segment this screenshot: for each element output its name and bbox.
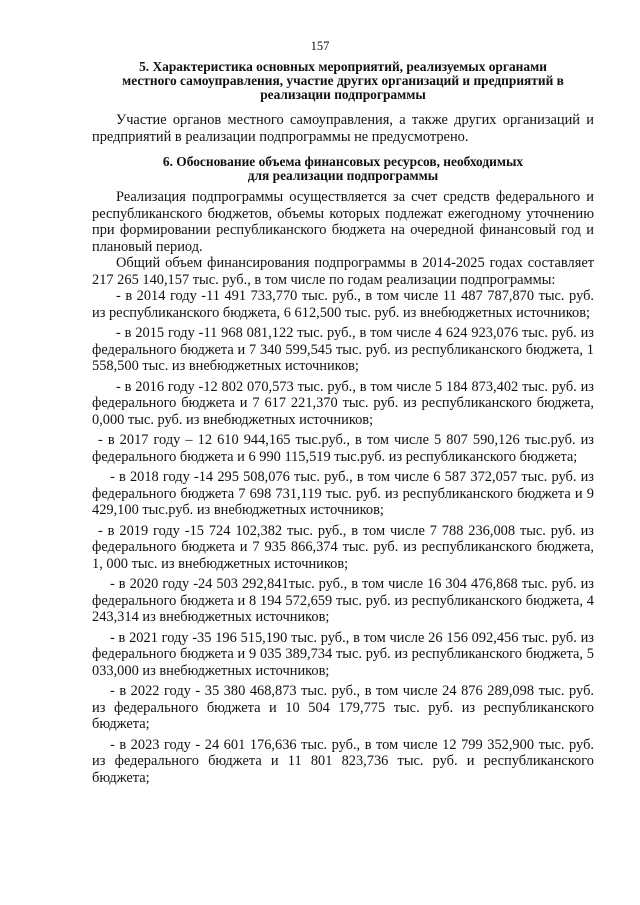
year-2021-item: - в 2021 году -35 196 515,190 тыс. руб., в том числе 26 156 092,456 тыс. руб. из федерального бюджета и 9 035 389,734 тыс. руб. из республиканского бюджета, 5 033,000 из внебюджетных источников; bbox=[92, 629, 594, 679]
year-2017-item: - в 2017 году – 12 610 944,165 тыс.руб., в том числе 5 807 590,126 тыс.руб. из федерального бюджета и 6 990 115,519 тыс.руб. из республиканского бюджета; bbox=[92, 432, 594, 465]
year-2015-item: - в 2015 году -11 968 081,122 тыс. руб., в том числе 4 624 923,076 тыс. руб. из федерального бюджета и 7 340 599,545 тыс. руб. из республиканского бюджета, 1 558,500 тыс. из внебюджетных источников; bbox=[92, 325, 594, 374]
year-2023-item: - в 2023 году - 24 601 176,636 тыс. руб., в том числе 12 799 352,900 тыс. руб. из федерального бюджета и 11 801 823,736 тыс. руб. и республиканского бюджета; bbox=[92, 736, 594, 786]
section-6-heading-line-1: 6. Обоснование объема финансовых ресурсов, необходимых bbox=[162, 154, 524, 169]
section-6-paragraph-1: Реализация подпрограммы осуществляется за счет средств федерального и республиканского бюджетов, объемы которых подлежат ежегодному уточнению при формировании республиканского бюджета на очередной финансовый год и плановый период. bbox=[92, 189, 594, 255]
section-5-paragraph: Участие органов местного самоуправления, а также других организаций и предприятий в реализации подпрограммы не предусмотрено. bbox=[92, 112, 594, 145]
section-5-heading-line-1: 5. Характеристика основных мероприятий, реализуемых органами bbox=[139, 59, 547, 74]
year-2014-item: - в 2014 году -11 491 733,770 тыс. руб., в том числе 11 487 787,870 тыс. руб. из республиканского бюджета, 6 612,500 тыс. руб. из внебюджетных источников; bbox=[92, 288, 594, 321]
page-number: 157 bbox=[310, 39, 330, 53]
year-2020-item: - в 2020 году -24 503 292,841тыс. руб., в том числе 16 304 476,868 тыс. руб. из федерального бюджета и 8 194 572,659 тыс. руб. из республиканского бюджета, 4 243,314 из внебюджетных источников; bbox=[92, 576, 594, 625]
year-2018-item: - в 2018 году -14 295 508,076 тыс. руб., в том числе 6 587 372,057 тыс. руб. из федерального бюджета 7 698 731,119 тыс. руб. из республиканского бюджета и 9 429,100 тыс.руб. из внебюджетных источников; bbox=[92, 469, 594, 518]
year-2019-item: - в 2019 году -15 724 102,382 тыс. руб., в том числе 7 788 236,008 тыс. руб. из федерального бюджета и 7 935 866,374 тыс. руб. из республиканского бюджета, 1, 000 тыс. из внебюджетных источников; bbox=[92, 522, 594, 572]
section-5-heading-line-3: реализации подпрограммы bbox=[260, 87, 426, 102]
section-6 bbox=[92, 155, 594, 786]
section-5 bbox=[92, 60, 594, 145]
year-2022-item: - в 2022 году - 35 380 468,873 тыс. руб., в том числе 24 876 289,098 тыс. руб. из федерального бюджета и 10 504 179,775 тыс. руб. из республиканского бюджета; bbox=[92, 683, 594, 732]
section-5-heading-line-2: местного самоуправления, участие других организаций и предприятий в bbox=[122, 73, 564, 88]
section-6-heading-line-2: для реализации подпрограммы bbox=[247, 168, 439, 183]
section-6-paragraph-2: Общий объем финансирования подпрограммы в 2014-2025 годах составляет 217 265 140,157 тыс. руб., в том числе по годам реализации подпрограммы: bbox=[92, 255, 594, 288]
year-2016-item: - в 2016 году -12 802 070,573 тыс. руб., в том числе 5 184 873,402 тыс. руб. из федерального бюджета и 7 617 221,370 тыс. руб. из республиканского бюджета, 0,000 тыс. руб. из внебюджетных источников; bbox=[92, 378, 594, 428]
